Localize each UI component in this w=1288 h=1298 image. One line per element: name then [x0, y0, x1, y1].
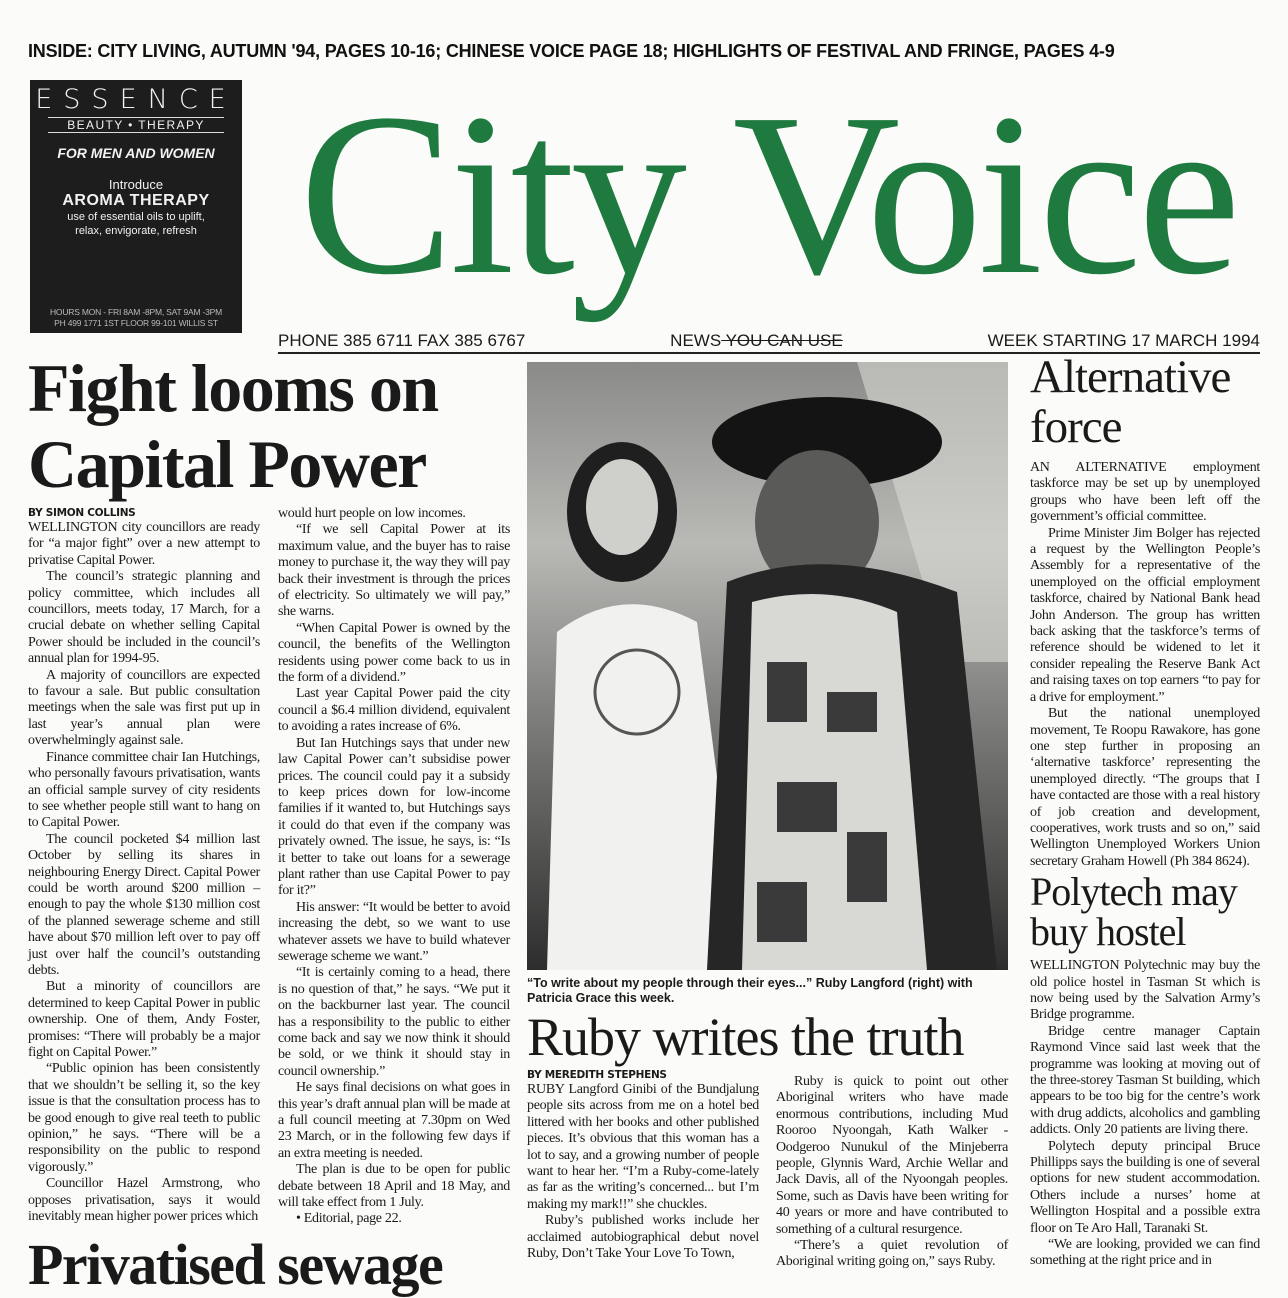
ad-audience: FOR MEN AND WOMEN	[57, 145, 215, 161]
paragraph: Councillor Hazel Armstrong, who opposes privatisation, says it would inevitably mean higher power prices which	[28, 1176, 260, 1225]
inside-banner: INSIDE: CITY LIVING, AUTUMN '94, PAGES 10-16; CHINESE VOICE PAGE 18; HIGHLIGHTS OF FESTIVAL AND FRINGE, PAGES 4-9	[28, 41, 1115, 61]
paragraph: “Public opinion has been consistently that we shouldn’t be selling it, so the key issue is that the consultation process has to be good enough to give real teeth to public opinion,” he says. “There will be a responsibility on the public to respond vigorously.”	[28, 1061, 260, 1175]
ruby-column-1	[527, 1068, 759, 1262]
paragraph: • Editorial, page 22.	[296, 1211, 402, 1227]
right-column	[1030, 352, 1260, 1270]
alternative-headline-line-2: force	[1030, 401, 1122, 453]
slogan-news: NEWS	[670, 331, 722, 350]
paragraph: RUBY Langford Ginibi of the Bundjalung people sits across from me on a hotel bed littered with her books and other published pieces. It’s obvious that this woman has a lot to say, and a growing number of people want to hear her. “I’m a Ruby-come-lately as far as the writing’s concerned... but I’m making my mark!!” she chuckles.	[527, 1082, 759, 1212]
ad-intro: Introduce	[108, 177, 164, 192]
ruby-byline: BY MEREDITH STEPHENS	[527, 1069, 667, 1081]
polytech-headline[interactable]	[1030, 869, 1260, 955]
paragraph: Ruby is quick to point out other Aboriginal writers who have made enormous contributions, including Mud Rooroo Nyoongah, Kath Walker - Oodgeroo Nunukul of the Minjeberra people, Glynnis Ward, Archie Wellar and Jack Davis, all of the Nyoongah peoples. Some, such as Davis have been writing for 40 years or more and have contributed to something of a cultural resurgence.	[776, 1074, 1008, 1237]
ad-subtitle: BEAUTY • THERAPY	[48, 117, 224, 133]
ad-description-2: relax, envigorate, refresh	[75, 225, 197, 237]
polytech-headline-line-2: buy hostel	[1030, 909, 1186, 955]
slogan	[670, 331, 843, 351]
polytech-body	[1030, 958, 1260, 1270]
paragraph: would hurt people on low incomes.	[278, 506, 466, 521]
lead-headline-line-2: Capital Power	[28, 426, 426, 502]
paragraph: His answer: “It would be better to avoid increasing the debt, so we want to use whatever assets we have to build whatever sewerage scheme we want.”	[278, 899, 510, 964]
paragraph: He says final decisions on what goes in this year’s draft annual plan will be made at a full council meeting at 7.30pm on Wed 23 March, or in the following few days if an extra meeting is needed.	[278, 1080, 510, 1161]
paragraph: But the national unemployed movement, Te Roopu Rawakore, has gone one step further in proposing an ‘alternative taskforce’ representing the unemployed directly. “The groups that I have contacted are those with a real history of job creation and development, cooperatives, work trusts and so on,” said Wellington Unemployed Workers Union secretary Graham Howell (Ph 384 8624).	[1030, 706, 1260, 869]
week-date: WEEK STARTING 17 MARCH 1994	[987, 331, 1260, 350]
photo-ruby-langford-patricia-grace	[527, 362, 1008, 970]
ad-brand: ESSENCE	[35, 84, 237, 115]
paragraph: AN ALTERNATIVE employment taskforce may be set up by unemployed groups who have been left off the government’s official committee.	[1030, 460, 1260, 525]
paragraph: But a minority of councillors are determined to keep Capital Power in public ownership. One of them, Andy Foster, promises: “There will probably be a major fight on Capital Power.”	[28, 979, 260, 1060]
paragraph: “We are looking, provided we can find something at the right price and in	[1030, 1237, 1260, 1269]
paragraph: WELLINGTON city councillors are ready for “a major fight” over a new attempt to privatise Capital Power.	[28, 520, 260, 568]
paragraph: Bridge centre manager Captain Raymond Vince said last week that the programme was looking at moving out of the three-storey Tasman St building, which appears to be too big for the centre’s work with drug addicts, alcoholics and gambling addicts. Only 20 patients are living there.	[1030, 1023, 1260, 1138]
phone-fax: PHONE 385 6711 FAX 385 6767	[278, 331, 526, 350]
ad-description-1: use of essential oils to uplift,	[67, 211, 205, 223]
alternative-headline[interactable]	[1030, 352, 1260, 452]
paragraph: Polytech deputy principal Bruce Phillipps says the building is one of several options for new student accommodation. Others include a nurses’ home at Wellington Hospital and a possible extra floor on Te Aro Hall, Taranaki St.	[1030, 1138, 1260, 1236]
ad-service: AROMA THERAPY	[62, 192, 210, 209]
ruby-story	[527, 362, 1008, 1271]
lead-story	[28, 350, 510, 1298]
paragraph: Finance committee chair Ian Hutchings, who personally favours privatisation, wants an official sample survey of city residents to see whether people still want to hang on to Capital Power.	[28, 749, 260, 831]
polytech-headline-line-1: Polytech may	[1030, 869, 1237, 915]
ad-hours: HOURS MON - FRI 8AM -8PM, SAT 9AM -3PM	[49, 307, 223, 317]
lead-headline[interactable]	[28, 350, 510, 502]
essence-advertisement[interactable]	[30, 80, 242, 333]
lead-headline-line-1: Fight looms on	[28, 350, 438, 426]
paragraph: “It is certainly coming to a head, there is no question of that,” he says. “We put it on the backburner last year. The council has a responsibility to the public to either come back and say we now think it should be sold, or we think it should stay in council ownership.”	[278, 965, 510, 1079]
lead-byline: BY SIMON COLLINS	[28, 507, 136, 519]
alternative-headline-line-1: Alternative	[1030, 351, 1231, 403]
lead-column-2	[278, 506, 510, 1228]
masthead-title: City Voice	[299, 66, 1237, 323]
photo-caption: “To write about my people through their eyes...” Ruby Langford (right) with Patricia Grace this week.	[527, 976, 973, 1005]
paragraph: The plan is due to be open for public debate between 18 April and 18 May, and will take effect from 1 July.	[278, 1162, 510, 1211]
paragraph: “There’s a quiet revolution of Aboriginal writing going on,” says Ruby.	[776, 1238, 1008, 1270]
paragraph: WELLINGTON Polytechnic may buy the old police hostel in Tasman St which is now being used by the Salvation Army’s Bridge programme.	[1030, 958, 1260, 1023]
paragraph: Prime Minister Jim Bolger has rejected a request by the Wellington People’s Assembly for a representative of the unemployed on the official employment taskforce, chaired by National Bank head John Anderson. The group has written back asking that the taskforce’s terms of reference should be widened to let it consider repealing the Reserve Bank Act and raising taxes on top earners “to pay for a drive for employment.”	[1030, 525, 1260, 705]
paragraph: “When Capital Power is owned by the council, the benefits of the Wellington residents using power come back to us in the form of a dividend.”	[278, 620, 510, 686]
ruby-headline[interactable]: Ruby writes the truth	[527, 1007, 964, 1067]
slogan-struck: YOU CAN USE	[721, 331, 843, 350]
paragraph: The council pocketed $4 million last October by selling its shares in neighbouring Energy Direct. Capital Power could be worth around $200 million – enough to pay the whole $130 million cost of the planned sewerage scheme and still have about $70 million left over to pay off just over half the council’s outstanding debts.	[28, 831, 260, 978]
ad-address: PH 499 1771 1ST FLOOR 99-101 WILLIS ST	[54, 318, 218, 328]
paragraph: But Ian Hutchings says that under new law Capital Power can’t subsidise power prices. The council could pay it a subsidy to keep prices down for low-income families if it wanted to, but Hutchings says it could do that even if the company was privately owned. The issue, he says, is: “Is it better to take out loans for a sewerage plant rather than use Capital Power to pay for it?”	[278, 735, 510, 899]
paragraph: Last year Capital Power paid the city council a $6.4 million dividend, equivalent to avoiding a rates increase of 6%.	[278, 686, 510, 735]
lead-column-1	[28, 506, 260, 1225]
paragraph: Ruby’s published works include her acclaimed autobiographical debut novel Ruby, Don’t Take Your Love To Town,	[527, 1213, 759, 1262]
paragraph: The council’s strategic planning and policy committee, which includes all councillors, meets today, 17 March, for a crucial debate on whether selling Capital Power should be included in the council’s annual plan for 1994-95.	[28, 569, 260, 667]
privatised-sewage-headline[interactable]: Privatised sewage	[28, 1231, 443, 1297]
alternative-body	[1030, 460, 1260, 870]
paragraph: “If we sell Capital Power at its maximum value, and the buyer has to raise money to purchase it, the way they will pay back their investment is through the prices of electricity. So ultimately we will pay,” she warns.	[278, 522, 510, 620]
ruby-column-2	[776, 1068, 1008, 1271]
paragraph: A majority of councillors are expected to favour a sale. But public consultation meetings when the sale was first put up in last year’s annual plan were overwhelmingly against sale.	[28, 667, 260, 749]
